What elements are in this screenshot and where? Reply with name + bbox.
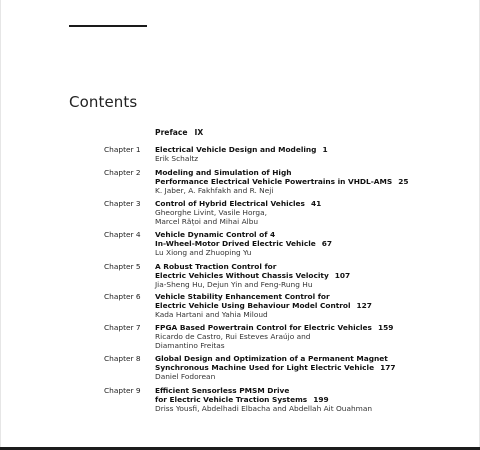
chapter-number: Chapter 2 xyxy=(104,168,141,177)
chapter-title-line xyxy=(155,230,455,239)
chapter-number: Chapter 7 xyxy=(104,323,141,332)
chapter-page-number: 67 xyxy=(321,239,333,248)
chapter-number: Chapter 5 xyxy=(104,262,141,271)
chapter-title-text: Performance Electrical Vehicle Powertrains in VHDL-AMS xyxy=(155,177,393,186)
chapter-title-line xyxy=(155,177,455,186)
chapter-title-text: Global Design and Optimization of a Permanent Magnet xyxy=(155,354,388,363)
chapter-details xyxy=(155,145,455,163)
chapter-title-text: Synchronous Machine Used for Light Electric Vehicle xyxy=(155,363,375,372)
chapter-title-line xyxy=(155,354,455,363)
toc-preface xyxy=(155,128,203,137)
chapter-number: Chapter 1 xyxy=(104,145,141,154)
chapter-authors: Driss Yousfi, Abdelhadi Elbacha and Abdellah Ait Ouahman xyxy=(155,404,373,413)
chapter-authors: Gheorghe Livint, Vasile Horga, xyxy=(155,208,267,217)
chapter-page-number: 177 xyxy=(380,363,396,372)
chapter-details xyxy=(155,386,455,413)
chapter-authors: K. Jaber, A. Fakhfakh and R. Neji xyxy=(155,186,274,195)
chapter-authors: Erik Schaltz xyxy=(155,154,199,163)
chapter-number: Chapter 6 xyxy=(104,292,141,301)
chapter-details xyxy=(155,323,455,350)
chapter-title-text: A Robust Traction Control for xyxy=(155,262,277,271)
chapter-title-line xyxy=(155,301,455,310)
preface-page: IX xyxy=(194,128,204,137)
chapter-authors: Kada Hartani and Yahia Miloud xyxy=(155,310,268,319)
chapter-page-number: 25 xyxy=(398,177,409,186)
chapter-title-text: FPGA Based Powertrain Control for Electric Vehicles xyxy=(155,323,372,332)
chapter-title-line xyxy=(155,145,455,154)
chapter-title-text: Vehicle Dynamic Control of 4 xyxy=(155,230,276,239)
chapter-authors: Lu Xiong and Zhuoping Yu xyxy=(155,248,252,257)
chapter-title-text: Modeling and Simulation of High xyxy=(155,168,292,177)
chapter-page-number: 159 xyxy=(377,323,394,332)
chapter-page-number: 199 xyxy=(313,395,329,404)
chapter-number: Chapter 8 xyxy=(104,354,141,363)
chapter-authors: Marcel Rățoi and Mihai Albu xyxy=(155,217,259,226)
chapter-page-number: 41 xyxy=(310,199,322,208)
chapter-authors: Diamantino Freitas xyxy=(155,341,225,350)
chapter-title-text: for Electric Vehicle Traction Systems xyxy=(155,395,308,404)
chapter-title-text: Electric Vehicle Using Behaviour Model Control xyxy=(155,301,351,310)
chapter-details xyxy=(155,230,455,257)
chapter-title-line xyxy=(155,323,455,332)
chapter-authors: Daniel Fodorean xyxy=(155,372,216,381)
chapter-title-text: In-Wheel-Motor Drived Electric Vehicle xyxy=(155,239,316,248)
chapter-title-line xyxy=(155,395,455,404)
chapter-title-line xyxy=(155,271,455,280)
chapter-title-text: Vehicle Stability Enhancement Control for xyxy=(155,292,330,301)
page-title: Contents xyxy=(69,93,138,111)
chapter-details xyxy=(155,354,455,381)
chapter-authors: Ricardo de Castro, Rui Esteves Araújo and xyxy=(155,332,311,341)
chapter-title-line xyxy=(155,386,455,395)
chapter-title-text: Electric Vehicles Without Chassis Velocity xyxy=(155,271,329,280)
preface-label: Preface xyxy=(155,128,188,137)
chapter-title-line xyxy=(155,262,455,271)
chapter-page-number: 127 xyxy=(356,301,372,310)
chapter-title-line xyxy=(155,199,455,208)
chapter-title-text: Control of Hybrid Electrical Vehicles xyxy=(155,199,305,208)
chapter-number: Chapter 3 xyxy=(104,199,141,208)
chapter-number: Chapter 9 xyxy=(104,386,141,395)
chapter-title-line xyxy=(155,292,455,301)
top-rule xyxy=(69,25,147,27)
chapter-page-number: 107 xyxy=(334,271,351,280)
chapter-title-line xyxy=(155,168,455,177)
chapter-page-number: 1 xyxy=(322,145,328,154)
chapter-details xyxy=(155,199,455,226)
chapter-details xyxy=(155,168,455,195)
chapter-title-line xyxy=(155,363,455,372)
frame-left xyxy=(0,0,1,450)
chapter-title-text: Electrical Vehicle Design and Modeling xyxy=(155,145,317,154)
chapter-title-line xyxy=(155,239,455,248)
chapter-number: Chapter 4 xyxy=(104,230,141,239)
chapter-authors: Jia-Sheng Hu, Dejun Yin and Feng-Rung Hu xyxy=(155,280,313,289)
chapter-title-text: Efficient Sensorless PMSM Drive xyxy=(155,386,290,395)
chapter-details xyxy=(155,292,455,319)
chapter-details xyxy=(155,262,455,289)
